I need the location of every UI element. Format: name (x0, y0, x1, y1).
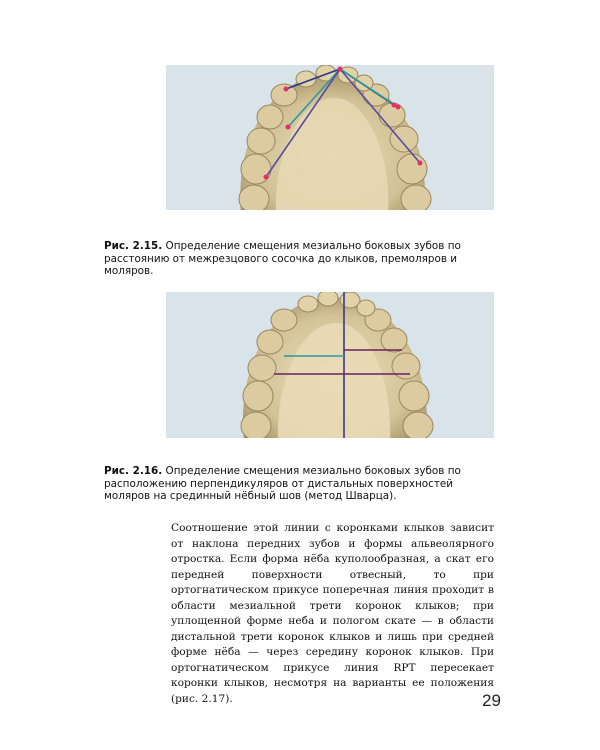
figure-2-16-image (166, 292, 494, 438)
page-number: 29 (482, 691, 501, 710)
caption-label: Рис. 2.15. (104, 240, 163, 252)
caption-text: Определение смещения мезиально боковых зубов по расстоянию от межрезцового сосочка до клыков, премоляров и моляров. (104, 240, 461, 278)
figure-2-15-caption (104, 240, 494, 278)
body-paragraph: Соотношение этой линии с коронками клыков зависит от наклона передних зубов и формы альвеолярного отростка. Если форма нёба куполообразная, а скат его передней поверхности отвесный, то при ортогнатическом прикусе поперечная линия проходит в области мезиальной трети коронок клыков; при уплощенной форме неба и пологом скате — в области дистальной трети коронок клыков и лишь при средней форме нёба — через середину коронок клыков. При ортогнатическом прикусе линия RPT пересекает коронки клыков, несмотря на варианты ее положения (рис. 2.17). (171, 522, 494, 705)
palate-cast-photo (166, 292, 494, 438)
caption-label: Рис. 2.16. (104, 465, 163, 477)
figure-2-15-image (166, 65, 494, 210)
figure-2-16-caption (104, 465, 494, 503)
caption-text: Определение смещения мезиально боковых зубов по расположению перпендикуляров от дистальных поверхностей моляров на срединный нёбный шов (метод Шварца). (104, 465, 461, 503)
palate-cast-photo (166, 65, 494, 210)
